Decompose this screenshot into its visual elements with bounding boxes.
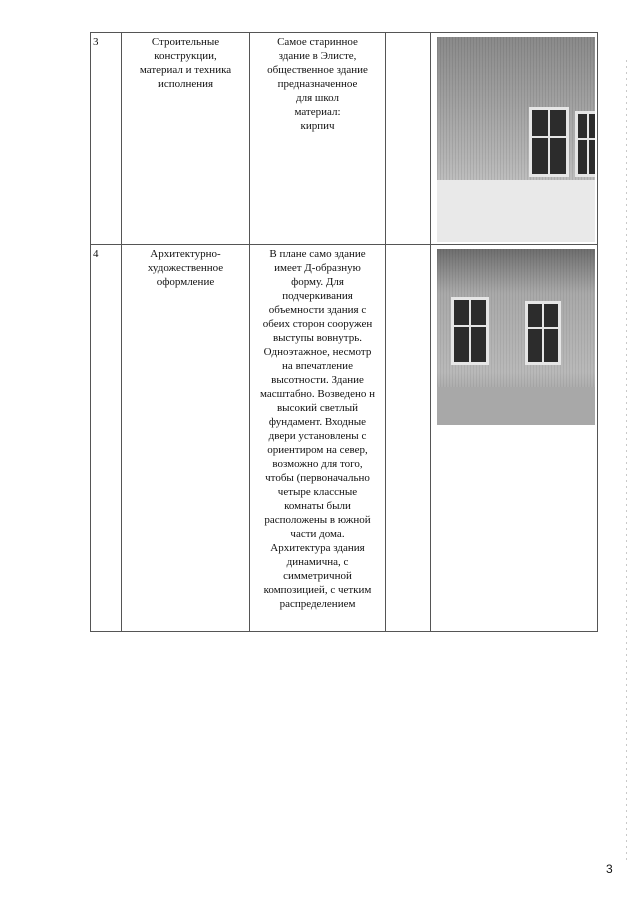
building-facade-photo: [437, 249, 595, 425]
desc-line: объемности здания с: [268, 304, 367, 316]
desc-line: симметричной: [283, 570, 352, 582]
desc-line: Архитектура здания: [270, 542, 365, 554]
desc-line: на впечатление: [282, 360, 353, 372]
window-shape: [525, 301, 561, 365]
desc-line: распределением: [279, 598, 356, 610]
desc-line: общественное здание: [267, 64, 368, 76]
desc-line: высокий светлый: [276, 402, 359, 414]
label-line: Строительные: [151, 36, 220, 48]
row-number: 4: [91, 245, 122, 632]
label-line: Архитектурно-: [150, 248, 221, 260]
row-number: 3: [91, 33, 122, 245]
photo-cell: [431, 245, 598, 632]
desc-line: материал:: [294, 106, 341, 118]
label-line: исполнения: [157, 78, 214, 90]
desc-line: форму. Для: [291, 276, 344, 288]
desc-line: ориентиром на север,: [267, 444, 368, 456]
desc-line: для школ: [296, 92, 339, 104]
desc-line: высотности. Здание: [271, 374, 364, 386]
desc-line: Одноэтажное, несмотр: [263, 346, 372, 358]
label-line: художественное: [147, 262, 224, 274]
page-number: 3: [606, 862, 613, 876]
table-row: [91, 33, 598, 245]
desc-line: предназначенное: [277, 78, 358, 90]
label-line: оформление: [156, 276, 215, 288]
desc-line: выступы вовнутрь.: [272, 332, 363, 344]
empty-cell: [386, 33, 431, 245]
window-shape: [575, 111, 595, 177]
plinth-shape: [437, 180, 595, 242]
window-shape: [451, 297, 489, 365]
row-description: [250, 33, 386, 245]
desc-line: обеих сторон сооружен: [262, 318, 373, 330]
empty-cell: [386, 245, 431, 632]
desc-line: чтобы (первоначально: [265, 472, 370, 484]
desc-line: подчеркивания: [282, 290, 353, 302]
desc-line: четыре классные: [277, 486, 358, 498]
desc-line: масштабно. Возведено н: [260, 388, 375, 400]
desc-line: имеет Д-образную: [274, 262, 361, 274]
monument-description-table: [90, 32, 598, 632]
scan-edge-marks: [626, 60, 627, 860]
desc-line: фундамент. Входные: [268, 416, 367, 428]
row-label: [122, 33, 250, 245]
desc-line: расположены в южной: [264, 514, 371, 526]
row-label: [122, 245, 250, 632]
photo-cell: [431, 33, 598, 245]
desc-line: Самое старинное: [277, 36, 358, 48]
window-shape: [529, 107, 569, 177]
plinth-shape: [437, 387, 595, 425]
desc-line: двери установлены с: [268, 430, 367, 442]
desc-line: динамична, с: [286, 556, 349, 568]
desc-line: здание в Элисте,: [278, 50, 357, 62]
table-row: [91, 245, 598, 632]
desc-line: кирпич: [300, 120, 335, 132]
desc-line: возможно для того,: [272, 458, 363, 470]
desc-line: композицией, с четким: [263, 584, 372, 596]
label-line: конструкции,: [154, 50, 217, 62]
desc-line: В плане само здание: [269, 248, 366, 260]
desc-line: части дома.: [290, 528, 345, 540]
row-description: [250, 245, 386, 632]
desc-line: комнаты были: [284, 500, 351, 512]
label-line: материал и техника: [139, 64, 232, 76]
building-corner-photo: [437, 37, 595, 242]
